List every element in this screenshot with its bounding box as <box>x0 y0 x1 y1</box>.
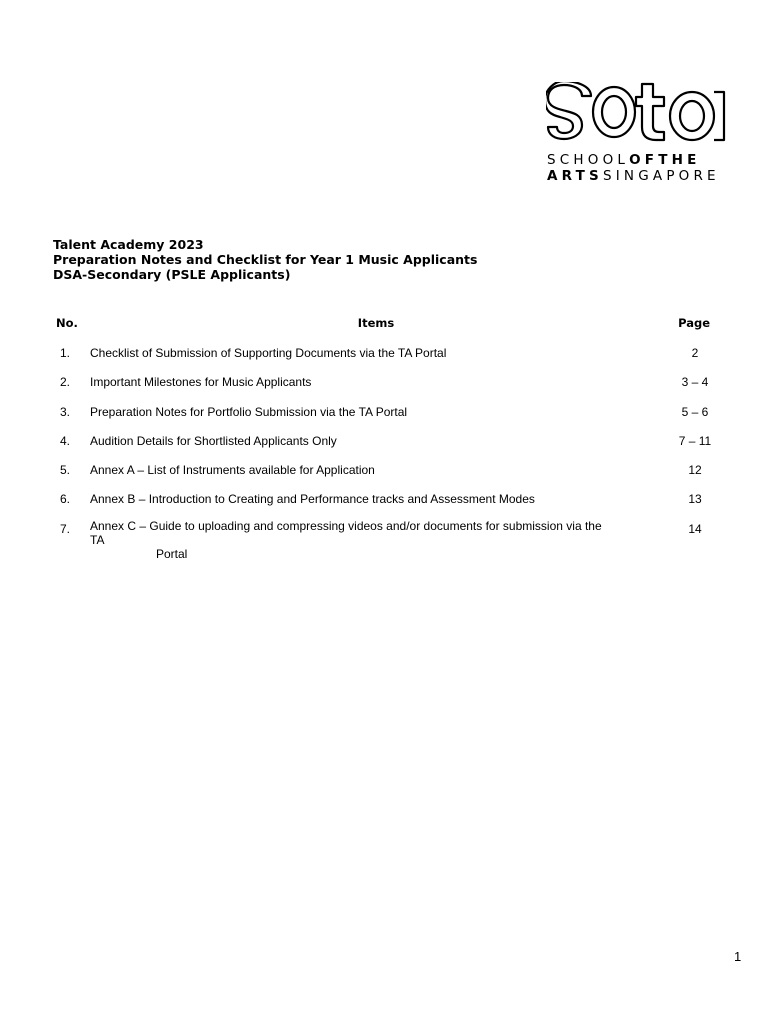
row-number: 1. <box>60 346 71 360</box>
logo-ofthe-text: OFTHE <box>629 152 701 168</box>
title-line-1: Talent Academy 2023 <box>53 237 204 252</box>
logo-arts-text: ARTS <box>547 168 603 184</box>
row-item-line-2: Portal <box>156 547 188 561</box>
logo-line-1 <box>547 152 701 168</box>
row-item: Checklist of Submission of Supporting Documents via the TA Portal <box>90 346 447 360</box>
header-no: No. <box>56 316 78 330</box>
title-line-3: DSA-Secondary (PSLE Applicants) <box>53 267 291 282</box>
contents-table <box>53 313 723 561</box>
header-items: Items <box>357 316 395 330</box>
row-page: 2 <box>691 346 699 360</box>
logo-singapore-text: SINGAPORE <box>602 168 720 184</box>
logo-line-2 <box>547 168 720 184</box>
row-page: 3 – 4 <box>681 375 709 389</box>
row-item-line-1: Annex C – Guide to uploading and compressing videos and/or documents for submission via the TA <box>90 519 602 547</box>
row-page: 5 – 6 <box>681 405 709 419</box>
row-item: Annex A – List of Instruments available for Application <box>90 463 375 477</box>
row-item: Audition Details for Shortlisted Applicants Only <box>90 434 337 448</box>
row-number: 3. <box>60 405 71 419</box>
row-number: 7. <box>60 522 71 536</box>
row-number: 2. <box>60 375 71 389</box>
row-number: 4. <box>60 434 71 448</box>
document-title <box>53 237 477 282</box>
logo-school-text: SCHOOL <box>547 152 630 168</box>
row-item <box>90 519 610 561</box>
row-page: 12 <box>688 463 702 477</box>
row-number: 5. <box>60 463 71 477</box>
page-number: 1 <box>734 949 742 964</box>
header-page: Page <box>678 316 710 330</box>
table-header <box>53 313 723 333</box>
row-item: Preparation Notes for Portfolio Submission via the TA Portal <box>90 405 408 419</box>
sota-wordmark-graphic <box>546 82 726 144</box>
row-number: 6. <box>60 492 71 506</box>
row-page: 7 – 11 <box>678 434 712 448</box>
row-page: 14 <box>688 522 702 536</box>
row-item: Annex B – Introduction to Creating and Performance tracks and Assessment Modes <box>90 492 535 506</box>
title-line-2: Preparation Notes and Checklist for Year 1 Music Applicants <box>53 252 478 267</box>
row-page: 13 <box>688 492 702 506</box>
row-item: Important Milestones for Music Applicants <box>90 375 312 389</box>
sota-logo <box>546 82 726 186</box>
